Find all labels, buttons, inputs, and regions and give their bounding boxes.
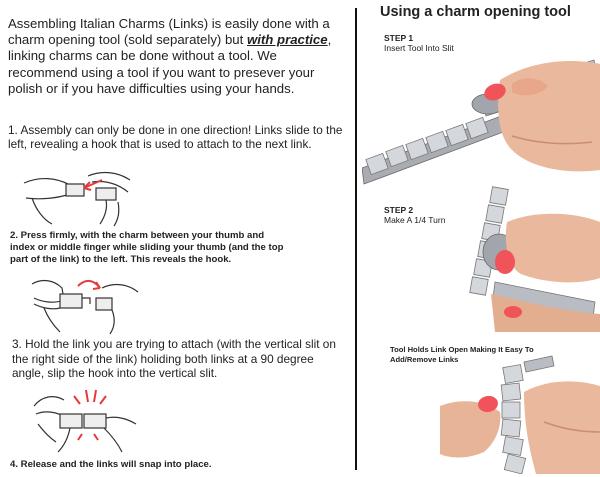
intro-paragraph	[8, 16, 343, 97]
tool-step-2-heading: STEP 2	[384, 205, 414, 215]
step-3-text: 3. Hold the link you are trying to attach (with the vertical slit on the right side of the link) holiding both links at a 90 degree angle, slip the hook into the vertical slit.	[12, 337, 336, 381]
tool-step-1-subtext: Insert Tool Into Slit	[384, 43, 454, 53]
step-1-text: 1. Assembly can only be done in one direction! Links slide to the left, revealing a hook that is used to attach to the next link.	[8, 123, 343, 152]
sliding-link-illustration	[22, 158, 132, 228]
step-4-text: 4. Release and the links will snap into place.	[10, 459, 212, 470]
tool-section-title: Using a charm opening tool	[380, 4, 571, 20]
step-2-text: 2. Press firmly, with the charm between your thumb and index or middle finger while sliding your thumb (and the top part of the link) to the left. This reveals the hook.	[10, 230, 284, 266]
column-divider	[355, 8, 357, 470]
intro-emphasis: with practice	[246, 32, 328, 48]
tool-step-2-caption	[384, 205, 445, 225]
quarter-turn-photo	[455, 182, 600, 332]
tool-result-caption: Tool Holds Link Open Making It Easy To Add/Remove Links	[390, 345, 534, 364]
intro-text-part1: Assembling Italian Charms (Links) is easily done with a charm opening tool (sold separately) but	[8, 16, 330, 48]
tool-step-2-subtext: Make A 1/4 Turn	[384, 215, 446, 225]
insert-tool-photo	[362, 50, 600, 190]
hook-revealed-illustration	[30, 274, 140, 336]
snap-links-illustration	[30, 384, 140, 456]
intro-text-part2: , linking charms can be done without a tool. We recommend using a tool if you want to presever your polish or if you have difficulties using your hands.	[8, 32, 332, 96]
tool-step-1-heading: STEP 1	[384, 33, 414, 43]
link-held-open-photo	[440, 352, 600, 474]
